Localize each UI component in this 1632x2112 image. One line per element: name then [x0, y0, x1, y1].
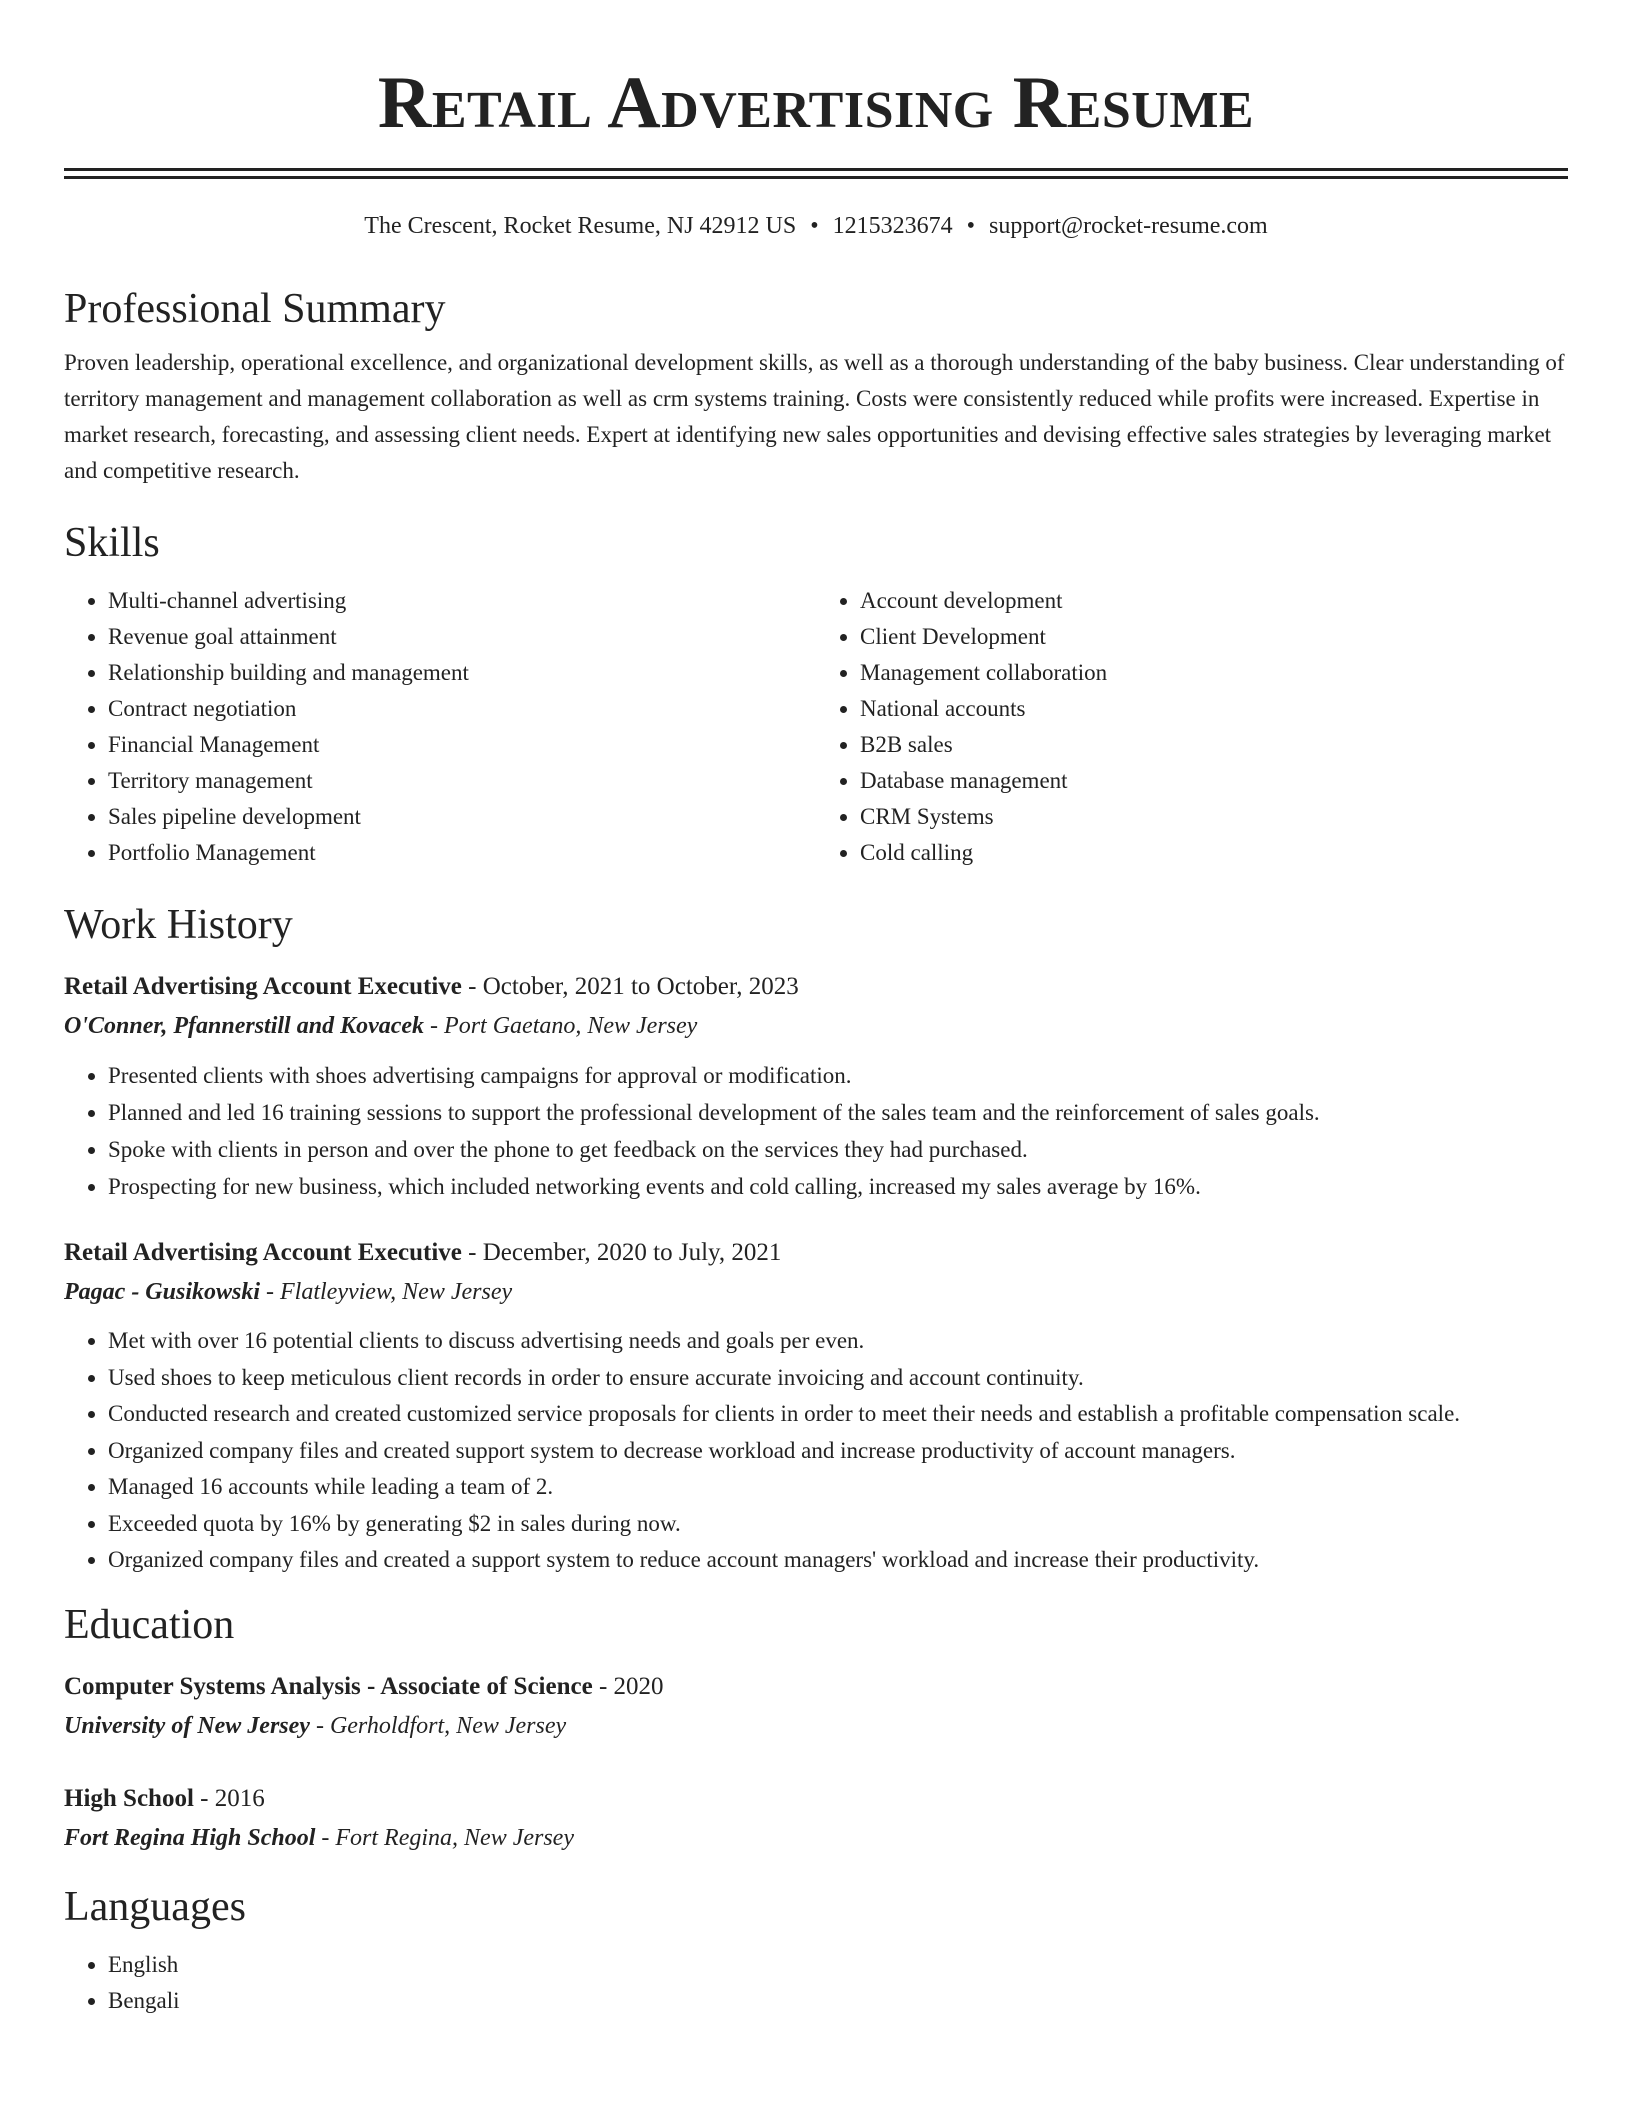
skill-item: • Revenue goal attainment — [108, 619, 816, 655]
skill-item: • B2B sales — [860, 727, 1568, 763]
contact-phone: 1215323674 — [832, 213, 953, 239]
languages-heading: Languages — [64, 1883, 246, 1930]
job-bullet: • Prospecting for new business, which included networking events and cold calling, increased my sales average by 16%. — [108, 1168, 1568, 1205]
skill-item: • Database management — [860, 763, 1568, 799]
job-company: Pagac - Gusikowski — [64, 1279, 261, 1305]
contact-line — [64, 209, 1568, 243]
education-degree: High School — [64, 1784, 194, 1812]
skill-item: • Territory management — [108, 763, 816, 799]
education-school-line — [64, 1819, 1568, 1857]
job-bullet: • Presented clients with shoes advertising campaigns for approval or modification. — [108, 1057, 1568, 1094]
education-school: Fort Regina High School — [64, 1824, 316, 1851]
skill-item: • Account development — [860, 583, 1568, 619]
skill-item: • Multi-channel advertising — [108, 583, 816, 619]
job-bullets — [64, 1323, 1568, 1579]
education-location: - Gerholdfort, New Jersey — [309, 1712, 567, 1739]
education-entry — [64, 1779, 1568, 1857]
job-dates: - December, 2020 to July, 2021 — [461, 1239, 782, 1266]
language-item: • Bengali — [108, 1983, 1568, 2019]
skill-item: • Contract negotiation — [108, 691, 816, 727]
job-bullets — [64, 1057, 1568, 1205]
education-entry — [64, 1667, 1568, 1745]
languages-section — [64, 1881, 1568, 2019]
contact-email: support@rocket-resume.com — [989, 213, 1268, 239]
job-location: - Flatleyview, New Jersey — [260, 1279, 513, 1305]
job-entry — [64, 1233, 1568, 1579]
education-header — [64, 1779, 1568, 1819]
skill-item: • Relationship building and management — [108, 655, 816, 691]
skill-item: • Financial Management — [108, 727, 816, 763]
job-header — [64, 1233, 1568, 1273]
work-history-heading: Work History — [64, 902, 293, 948]
resume-title: Retail Advertising Resume — [377, 62, 1255, 144]
job-company-line — [64, 1007, 1568, 1045]
skill-item: • Sales pipeline development — [108, 799, 816, 835]
skills-heading: Skills — [64, 520, 160, 566]
skill-item: • CRM Systems — [860, 799, 1568, 835]
job-company: O'Conner, Pfannerstill and Kovacek — [64, 1013, 425, 1039]
job-location: - Port Gaetano, New Jersey — [424, 1013, 698, 1039]
summary-heading: Professional Summary — [64, 286, 446, 332]
job-bullet: • Conducted research and created customized service proposals for clients in order to meet their needs and establish a profitable compensation scale. — [108, 1396, 1568, 1433]
skill-item: • Management collaboration — [860, 655, 1568, 691]
education-location: - Fort Regina, New Jersey — [315, 1824, 574, 1851]
skill-item: • National accounts — [860, 691, 1568, 727]
job-header — [64, 967, 1568, 1007]
education-degree: Computer Systems Analysis - Associate of Science — [64, 1672, 593, 1700]
education-year: - 2016 — [193, 1784, 265, 1812]
job-company-line — [64, 1273, 1568, 1311]
skill-item: • Cold calling — [860, 835, 1568, 871]
skill-item: • Client Development — [860, 619, 1568, 655]
job-bullet: • Met with over 16 potential clients to discuss advertising needs and goals per even. — [108, 1323, 1568, 1360]
contact-separator: • — [810, 213, 819, 239]
contact-address: The Crescent, Rocket Resume, NJ 42912 US — [364, 213, 797, 239]
job-entry — [64, 967, 1568, 1205]
title-double-rule — [64, 168, 1568, 179]
contact-separator: • — [966, 213, 976, 239]
languages-list — [64, 1947, 1568, 2019]
job-title: Retail Advertising Account Executive — [64, 973, 462, 1000]
language-item: • English — [108, 1947, 1568, 1983]
education-school: University of New Jersey — [64, 1712, 310, 1739]
job-bullet: • Used shoes to keep meticulous client records in order to ensure accurate invoicing and account continuity. — [108, 1360, 1568, 1397]
job-title: Retail Advertising Account Executive — [64, 1239, 462, 1266]
professional-summary-section — [64, 283, 1568, 489]
job-dates: - October, 2021 to October, 2023 — [461, 973, 799, 1000]
skill-item: • Portfolio Management — [108, 835, 816, 871]
summary-text: Proven leadership, operational excellence, and organizational development skills, as well as a thorough understanding of the baby business. Clear understanding of territory management and management collaboration as well as crm systems training. Costs were consistently reduced while profits were increased. Expertise in market research, forecasting, and assessing client needs. Expert at identifying new sales opportunities and devising effective sales strategies by leveraging market and competitive research. — [64, 350, 1565, 483]
work-history-section — [64, 899, 1568, 1579]
skills-columns — [64, 583, 1568, 871]
skills-section — [64, 517, 1568, 871]
job-bullet: • Managed 16 accounts while leading a team of 2. — [108, 1469, 1568, 1506]
job-bullet: • Organized company files and created a support system to reduce account managers' workload and increase their productivity. — [108, 1542, 1568, 1579]
education-section — [64, 1599, 1568, 1857]
education-header — [64, 1667, 1568, 1707]
job-bullet: • Spoke with clients in person and over the phone to get feedback on the services they had purchased. — [108, 1131, 1568, 1168]
job-bullet: • Planned and led 16 training sessions to support the professional development of the sales team and the reinforcement of sales goals. — [108, 1094, 1568, 1131]
job-bullet: • Organized company files and created support system to decrease workload and increase productivity of account managers. — [108, 1433, 1568, 1470]
education-school-line — [64, 1707, 1568, 1745]
skills-right-list — [816, 583, 1568, 871]
job-bullet: • Exceeded quota by 16% by generating $2 in sales during now. — [108, 1506, 1568, 1543]
education-heading: Education — [64, 1601, 235, 1648]
skills-left-list — [64, 583, 816, 871]
education-year: - 2020 — [592, 1672, 664, 1700]
